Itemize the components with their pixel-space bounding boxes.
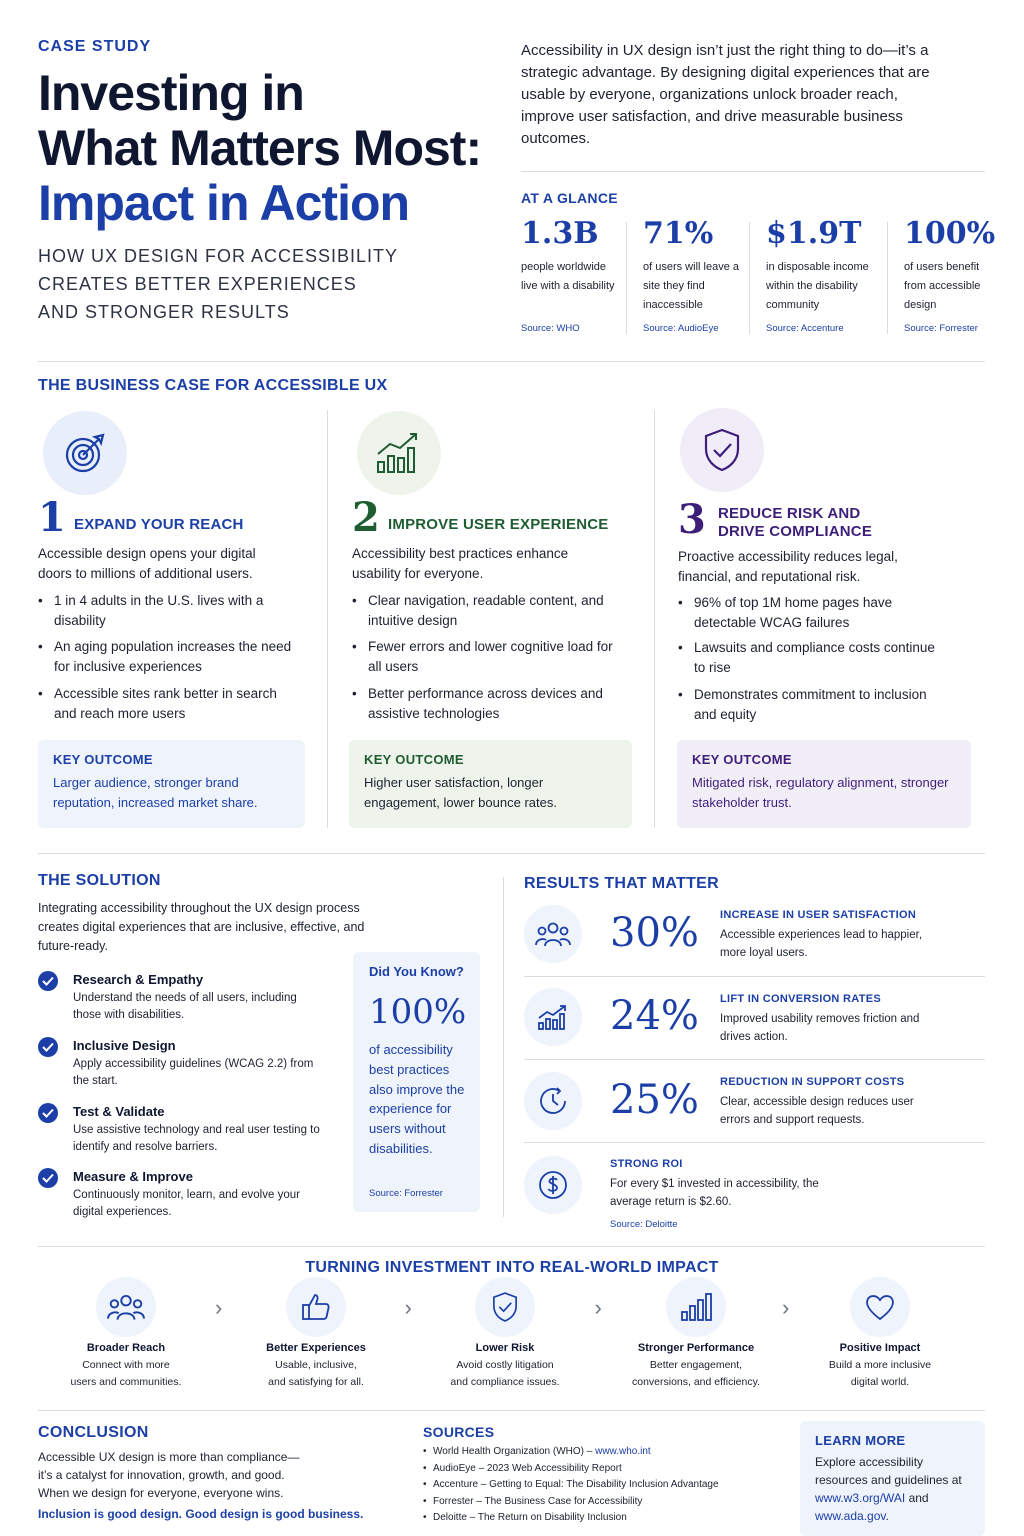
learn-more-text bbox=[815, 1453, 975, 1525]
impact-step-text-line-1: Build a more inclusive bbox=[828, 1359, 932, 1371]
impact-title: TURNING INVESTMENT INTO REAL-WORLD IMPACT bbox=[305, 1259, 719, 1276]
impact-step-title: Broader Reach bbox=[86, 1342, 166, 1354]
solution-title: THE SOLUTION bbox=[38, 872, 161, 889]
chevron-right-icon: › bbox=[215, 1295, 223, 1320]
source-text: Deloitte – The Return on Disability Inclusion bbox=[433, 1512, 627, 1523]
col2-bullet-2: • Fewer errors and lower cognitive load for all users bbox=[352, 637, 622, 677]
result-2-text: Improved usability removes friction and drives action. bbox=[720, 1013, 920, 1043]
col1-bullet-3: • Accessible sites rank better in search and reach more users bbox=[38, 684, 298, 724]
check-icon bbox=[38, 971, 58, 991]
did-you-know-source: Source: Forrester bbox=[369, 1188, 443, 1199]
glance-stat-source: Source: AudioEye bbox=[643, 323, 719, 334]
result-1-label: INCREASE IN USER SATISFACTION bbox=[720, 909, 917, 921]
glance-stat-desc: of users benefit from accessible design bbox=[904, 261, 981, 311]
shield-check-icon bbox=[475, 1277, 535, 1337]
step-title: Inclusive Design bbox=[73, 1038, 176, 1053]
impact-step-text-line-2: and satisfying for all. bbox=[268, 1376, 364, 1388]
target-icon bbox=[43, 411, 127, 495]
impact-step-text-line-2: conversions, and efficiency. bbox=[631, 1376, 760, 1388]
glance-stat-value: 100% bbox=[904, 216, 996, 251]
source-text: World Health Organization (WHO) – bbox=[433, 1446, 596, 1457]
clock-icon bbox=[524, 1072, 582, 1130]
users-icon bbox=[96, 1277, 156, 1337]
glance-stat-desc: in disposable income within the disability community bbox=[766, 261, 869, 311]
heart-icon bbox=[850, 1277, 910, 1337]
glance-stat-value: 71% bbox=[643, 216, 714, 251]
col3-number: 3 bbox=[678, 496, 706, 543]
roi-label: STRONG ROI bbox=[610, 1158, 683, 1170]
learn-more-body: Explore accessibility resources and guidelines at bbox=[815, 1455, 962, 1487]
impact-step-title: Better Experiences bbox=[266, 1342, 366, 1354]
conclusion-text: Accessible UX design is more than compliance—it’s a catalyst for innovation, growth, and good. When we design for everyone, everyone wins. bbox=[38, 1450, 300, 1500]
check-icon bbox=[38, 1103, 58, 1123]
step-text: Understand the needs of all users, including those with disabilities. bbox=[73, 992, 297, 1021]
conclusion-title: CONCLUSION bbox=[38, 1424, 149, 1441]
did-you-know-value: 100% bbox=[369, 992, 467, 1032]
thumbs-up-icon bbox=[286, 1277, 346, 1337]
learn-more-end: . bbox=[885, 1509, 889, 1523]
impact-step-text bbox=[236, 1357, 396, 1391]
conclusion-tagline: Inclusion is good design. Good design is good business. bbox=[38, 1507, 364, 1521]
col1-intro: Accessible design opens your digital doors to millions of additional users. bbox=[38, 546, 256, 581]
impact-step-text-line-2: digital world. bbox=[850, 1376, 910, 1388]
subtitle-line-3: AND STRONGER RESULTS bbox=[38, 302, 290, 322]
impact-step-text-line-1: Better engagement, bbox=[649, 1359, 743, 1371]
intro-paragraph: Accessibility in UX design isn’t just the right thing to do—it’s a strategic advantage. By designing digital experiences that are usable by everyone, organizations unlock broader reach, improve user satisfaction, and drive measurable business outcomes. bbox=[521, 42, 930, 147]
col3-title-line-2: DRIVE COMPLIANCE bbox=[718, 523, 873, 540]
growth-chart-icon bbox=[357, 411, 441, 495]
step-title: Measure & Improve bbox=[73, 1169, 193, 1184]
source-item bbox=[423, 1510, 783, 1527]
source-text: Accenture – Getting to Equal: The Disability Inclusion Advantage bbox=[433, 1479, 719, 1490]
solution-intro: Integrating accessibility throughout the UX design process creates digital experiences that are inclusive, effective, and future-ready. bbox=[38, 901, 365, 953]
glance-stat-source: Source: Forrester bbox=[904, 323, 978, 334]
col3-title bbox=[718, 505, 872, 541]
col1-title: EXPAND YOUR REACH bbox=[74, 516, 244, 533]
did-you-know-box bbox=[353, 952, 480, 1212]
shield-check-icon bbox=[680, 408, 764, 492]
col3-title-line-1: REDUCE RISK AND bbox=[718, 505, 861, 522]
roi-text: For every $1 invested in accessibility, the average return is $2.60. bbox=[610, 1178, 819, 1208]
page-title bbox=[38, 66, 508, 231]
col2-number: 2 bbox=[352, 494, 380, 541]
subtitle-line-2: CREATES BETTER EXPERIENCES bbox=[38, 274, 357, 294]
learn-more-box bbox=[800, 1421, 985, 1536]
source-item bbox=[423, 1477, 783, 1494]
impact-step-text bbox=[800, 1357, 960, 1391]
did-you-know-title: Did You Know? bbox=[369, 964, 464, 979]
subtitle-line-1: HOW UX DESIGN FOR ACCESSIBILITY bbox=[38, 246, 399, 266]
col1-outcome-label: KEY OUTCOME bbox=[53, 752, 153, 767]
did-you-know-text: of accessibility best practices also improve the experience for users without disabilities. bbox=[369, 1042, 465, 1156]
check-icon bbox=[38, 1037, 58, 1057]
col3-bullet-2: • Lawsuits and compliance costs continue to rise bbox=[678, 638, 938, 678]
learn-more-and: and bbox=[905, 1491, 929, 1505]
impact-step-title: Lower Risk bbox=[475, 1342, 535, 1354]
users-icon bbox=[524, 905, 582, 963]
source-item bbox=[423, 1444, 783, 1461]
title-line-2: What Matters Most: bbox=[38, 120, 482, 176]
col2-intro: Accessibility best practices enhance usability for everyone. bbox=[352, 546, 569, 581]
col1-key-outcome bbox=[38, 740, 305, 828]
ada-gov-link[interactable]: www.ada.gov bbox=[815, 1509, 886, 1523]
glance-stat-value: 1.3B bbox=[521, 216, 599, 251]
result-2-value: 24% bbox=[610, 993, 699, 1039]
result-1-text: Accessible experiences lead to happier, more loyal users. bbox=[720, 929, 923, 959]
col2-outcome-text: Higher user satisfaction, longer engagement, lower bounce rates. bbox=[364, 775, 557, 810]
result-3-value: 25% bbox=[610, 1077, 699, 1123]
col1-outcome-text: Larger audience, stronger brand reputation, increased market share. bbox=[53, 775, 258, 810]
growth-chart-icon bbox=[524, 988, 582, 1046]
bar-chart-icon bbox=[666, 1277, 726, 1337]
col3-bullet-1: • 96% of top 1M home pages have detectable WCAG failures bbox=[678, 593, 938, 633]
col2-bullet-1: • Clear navigation, readable content, and intuitive design bbox=[352, 591, 622, 631]
sources-list bbox=[423, 1444, 783, 1527]
col2-bullet-3: • Better performance across devices and assistive technologies bbox=[352, 684, 622, 724]
step-text: Apply accessibility guidelines (WCAG 2.2) from the start. bbox=[73, 1058, 314, 1087]
result-1-value: 30% bbox=[610, 910, 699, 956]
glance-stat-source: Source: WHO bbox=[521, 323, 580, 334]
glance-title: AT A GLANCE bbox=[521, 190, 618, 206]
chevron-right-icon: › bbox=[782, 1295, 790, 1320]
col1-number: 1 bbox=[38, 494, 66, 541]
result-2-label: LIFT IN CONVERSION RATES bbox=[720, 993, 882, 1005]
business-case-title: THE BUSINESS CASE FOR ACCESSIBLE UX bbox=[38, 377, 388, 394]
source-link[interactable]: www.who.int bbox=[595, 1446, 651, 1457]
col3-key-outcome bbox=[677, 740, 971, 828]
source-item bbox=[423, 1461, 783, 1478]
step-text: Use assistive technology and real user testing to identify and resolve barriers. bbox=[73, 1124, 320, 1153]
source-text: AudioEye – 2023 Web Accessibility Report bbox=[433, 1462, 622, 1474]
impact-step-text bbox=[616, 1357, 776, 1391]
impact-step-text bbox=[46, 1357, 206, 1391]
result-3-text: Clear, accessible design reduces user errors and support requests. bbox=[720, 1096, 914, 1126]
learn-more-title: LEARN MORE bbox=[815, 1433, 906, 1448]
step-title: Test & Validate bbox=[73, 1104, 165, 1119]
source-text: Forrester – The Business Case for Accessibility bbox=[433, 1495, 643, 1507]
impact-step-title: Stronger Performance bbox=[637, 1342, 755, 1354]
impact-step-text-line-1: Avoid costly litigation bbox=[456, 1359, 554, 1371]
check-icon bbox=[38, 1168, 58, 1188]
chevron-right-icon: › bbox=[404, 1295, 412, 1320]
impact-step-title: Positive Impact bbox=[839, 1342, 921, 1354]
col3-outcome-label: KEY OUTCOME bbox=[692, 752, 792, 767]
impact-step-text-line-2: users and communities. bbox=[70, 1376, 182, 1388]
source-item bbox=[423, 1494, 783, 1511]
col3-bullet-3: • Demonstrates commitment to inclusion and equity bbox=[678, 685, 938, 725]
col2-title: IMPROVE USER EXPERIENCE bbox=[388, 516, 609, 533]
w3-wai-link[interactable]: www.w3.org/WAI bbox=[815, 1491, 906, 1505]
impact-step-text-line-1: Usable, inclusive, bbox=[275, 1359, 357, 1371]
col2-key-outcome bbox=[349, 740, 632, 828]
impact-step-text bbox=[425, 1357, 585, 1391]
glance-stat-value: $1.9T bbox=[766, 216, 862, 251]
col3-outcome-text: Mitigated risk, regulatory alignment, stronger stakeholder trust. bbox=[692, 775, 949, 810]
step-title: Research & Empathy bbox=[73, 972, 204, 987]
glance-stat-desc: people worldwide live with a disability bbox=[521, 261, 615, 292]
eyebrow-label: CASE STUDY bbox=[38, 38, 152, 55]
step-text: Continuously monitor, learn, and evolve your digital experiences. bbox=[73, 1189, 300, 1218]
dollar-icon bbox=[524, 1156, 582, 1214]
title-line-1: Investing in bbox=[38, 65, 304, 121]
impact-step-text-line-2: and compliance issues. bbox=[450, 1376, 560, 1388]
roi-source: Source: Deloitte bbox=[610, 1219, 678, 1230]
chevron-right-icon: › bbox=[594, 1295, 602, 1320]
col1-bullet-2: • An aging population increases the need for inclusive experiences bbox=[38, 637, 298, 677]
col1-bullet-1: • 1 in 4 adults in the U.S. lives with a disability bbox=[38, 591, 298, 631]
result-3-label: REDUCTION IN SUPPORT COSTS bbox=[720, 1076, 905, 1088]
glance-stat-source: Source: Accenture bbox=[766, 323, 844, 334]
page-subtitle bbox=[38, 242, 478, 326]
impact-step-text-line-1: Connect with more bbox=[82, 1359, 170, 1371]
col2-outcome-label: KEY OUTCOME bbox=[364, 752, 464, 767]
col3-intro: Proactive accessibility reduces legal, financial, and reputational risk. bbox=[678, 549, 898, 584]
title-line-3: Impact in Action bbox=[38, 175, 410, 231]
sources-title: SOURCES bbox=[423, 1424, 495, 1440]
glance-stat-desc: of users will leave a site they find inaccessible bbox=[643, 261, 739, 311]
results-title: RESULTS THAT MATTER bbox=[524, 875, 720, 892]
